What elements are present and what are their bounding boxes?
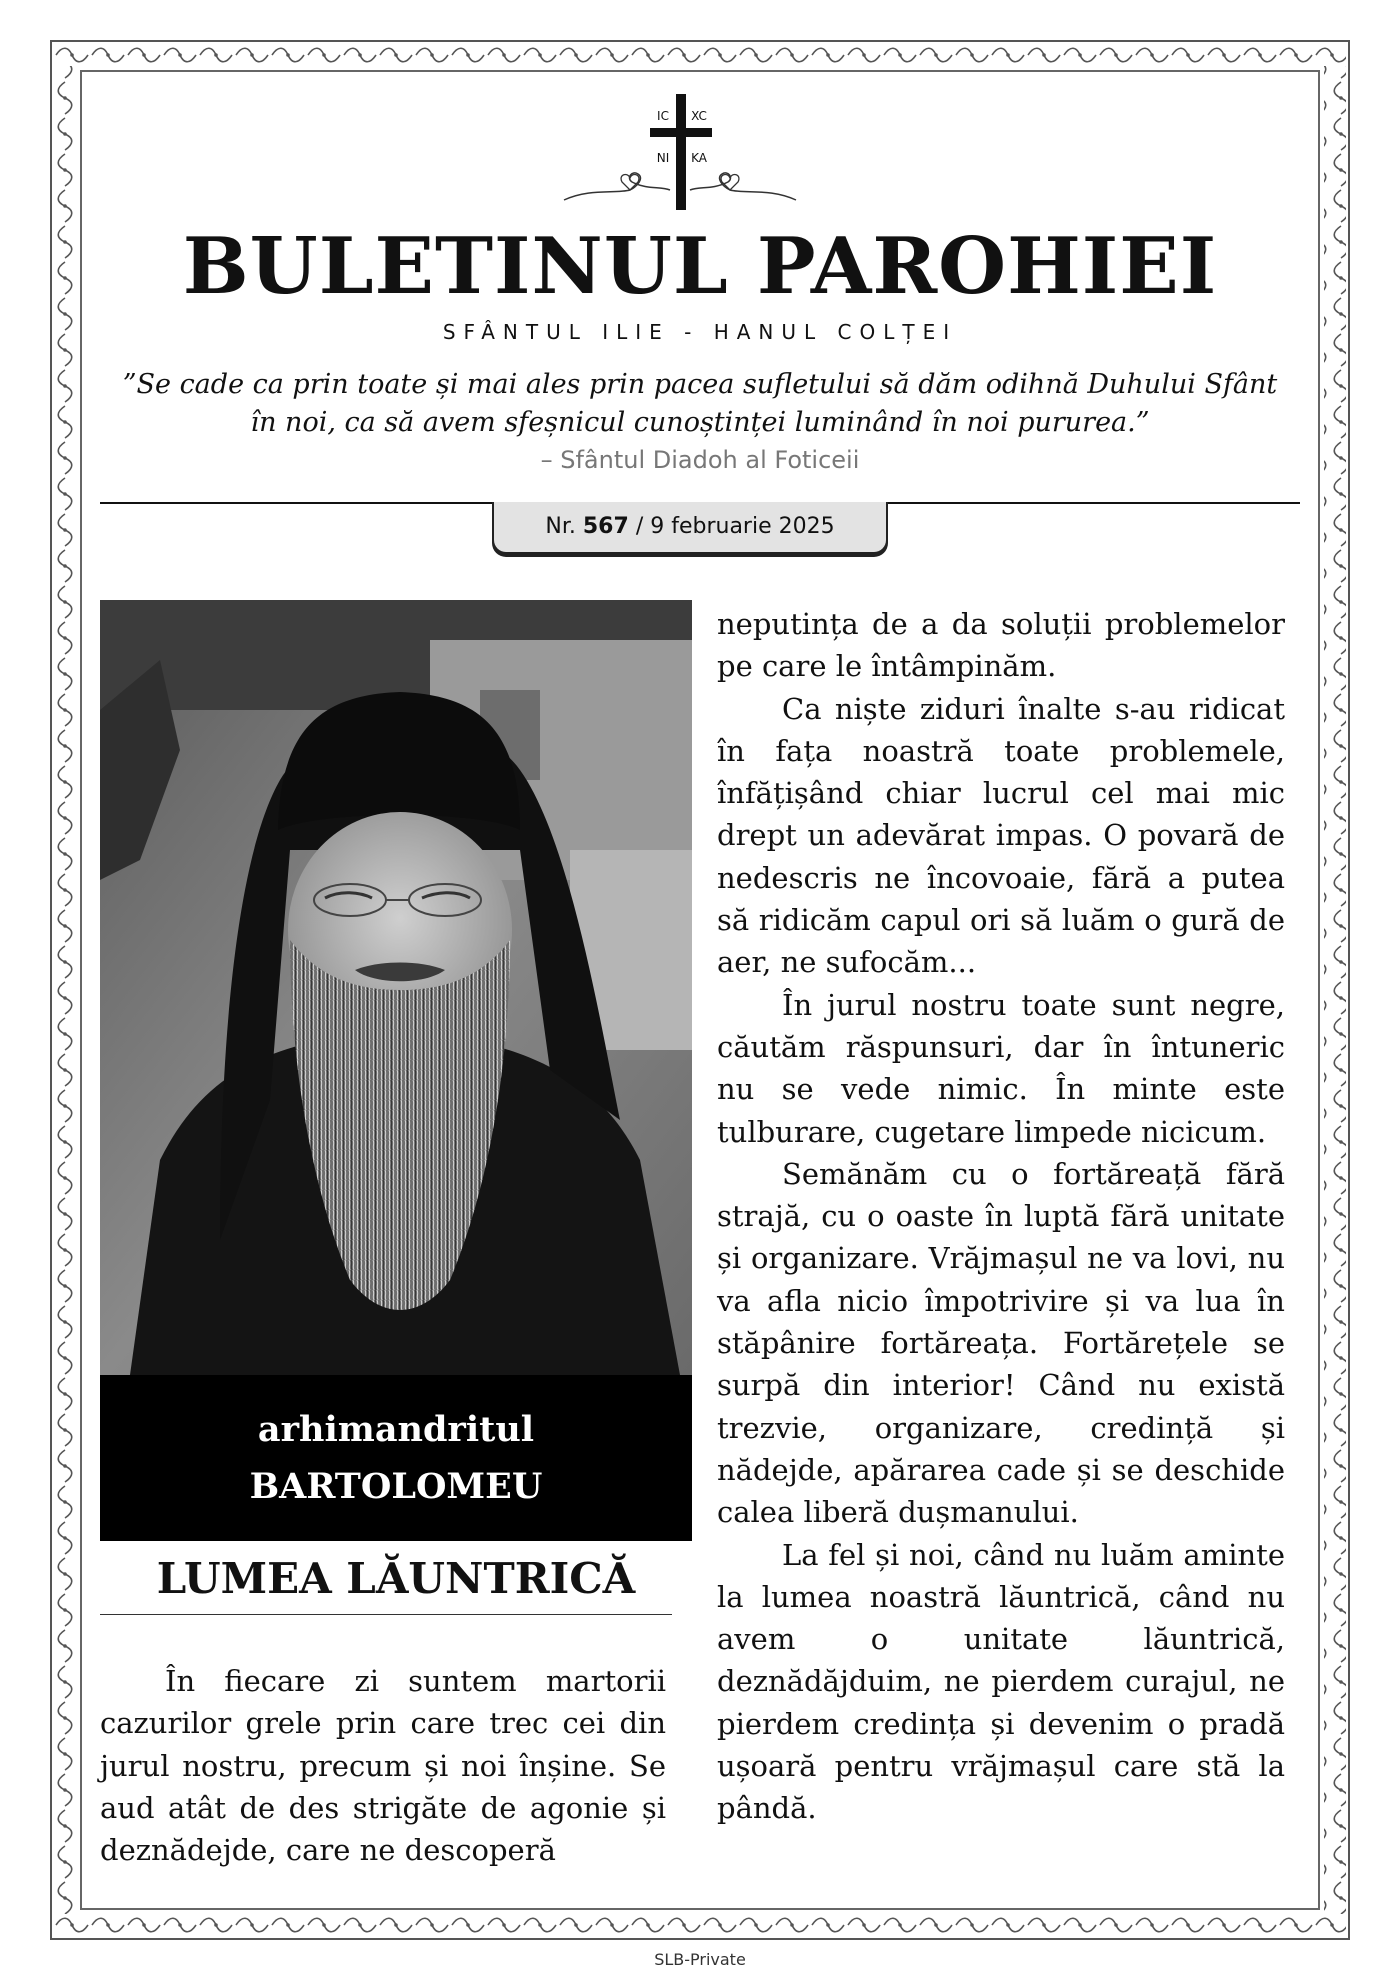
author-caption — [100, 1375, 692, 1541]
emblem-letter-ka: KA — [691, 151, 707, 165]
title-underline — [100, 1614, 672, 1615]
portrait-photo — [100, 600, 692, 1375]
article-paragraph: neputința de a da soluții problemelor pe care le întâmpinăm. — [717, 607, 1285, 684]
emblem-letter-xc: XC — [691, 109, 707, 123]
quote-author: – Sfântul Diadoh al Foticeii — [540, 446, 860, 474]
article-title: LUMEA LĂUNTRICĂ — [156, 1554, 636, 1603]
article-paragraph: În fiecare zi suntem martorii cazurilor grele prin care trec cei din jurul nostru, precum și noi înșine. Se aud atât de des strigăte de agonie și deznădejde, care ne descoperă — [100, 1664, 666, 1868]
article-paragraph: Semănăm cu o fortăreață fără strajă, cu o oaste în luptă fără unitate și organizare. Vrăjmașul ne va lovi, nu va afla nicio împotrivire și va lua în stăpânire fortăreața. Fortărețele se surpă din interior! Când nu există trezvie, organizare, credință și nădejde, apărarea cade și se deschide calea liberă dușmanului. — [717, 1156, 1285, 1530]
author-name: BARTOLOMEU — [249, 1466, 543, 1507]
issue-number: 567 — [582, 514, 629, 539]
bulletin-title: BULETINUL PAROHIEI — [182, 221, 1218, 312]
article-paragraph: Ca niște ziduri înalte s-au ridicat în fața noastră toate problemele, înfățișând chiar lucrul cel mai mic drept un adevărat impas. O povară de nedescris ne încovoaie, fără a putea să ridicăm capul ori să luăm o gură de aer, ne sufocăm... — [717, 691, 1285, 980]
issue-tab — [492, 502, 888, 554]
cross-emblem — [560, 90, 800, 220]
classification-label: SLB-Private — [654, 1950, 746, 1969]
quote-line-2: în noi, ca să avem sfeșnicul cunoștinței luminând în noi pururea.” — [250, 407, 1150, 438]
epigraph-quote — [110, 366, 1290, 442]
issue-prefix: Nr. — [545, 514, 576, 539]
issue-date: / 9 februarie 2025 — [635, 514, 835, 539]
parish-subtitle: SFÂNTUL ILIE - HANUL COLȚEI — [442, 320, 958, 344]
quote-line-1: ”Se cade ca prin toate și mai ales prin pacea sufletului să dăm odihnă Duhului Sfânt — [122, 369, 1278, 400]
article-paragraph: În jurul nostru toate sunt negre, căutăm răspunsuri, dar în întuneric nu se vede nimic. În minte este tulburare, cugetare limpede nicicum. — [717, 987, 1285, 1149]
emblem-letter-ni: NI — [656, 151, 670, 165]
author-rank: arhimandritul — [257, 1409, 535, 1450]
article-paragraph: La fel și noi, când nu luăm aminte la lumea noastră lăuntrică, când nu avem o unitate lăuntrică, deznădăjduim, ne pierdem curajul, ne pierdem credința și devenim o pradă ușoară pentru vrăjmașul care stă la pândă. — [717, 1537, 1285, 1826]
article-column-left — [100, 1660, 666, 1871]
article-column-right — [717, 603, 1285, 1830]
emblem-letter-ic: IC — [657, 109, 669, 123]
